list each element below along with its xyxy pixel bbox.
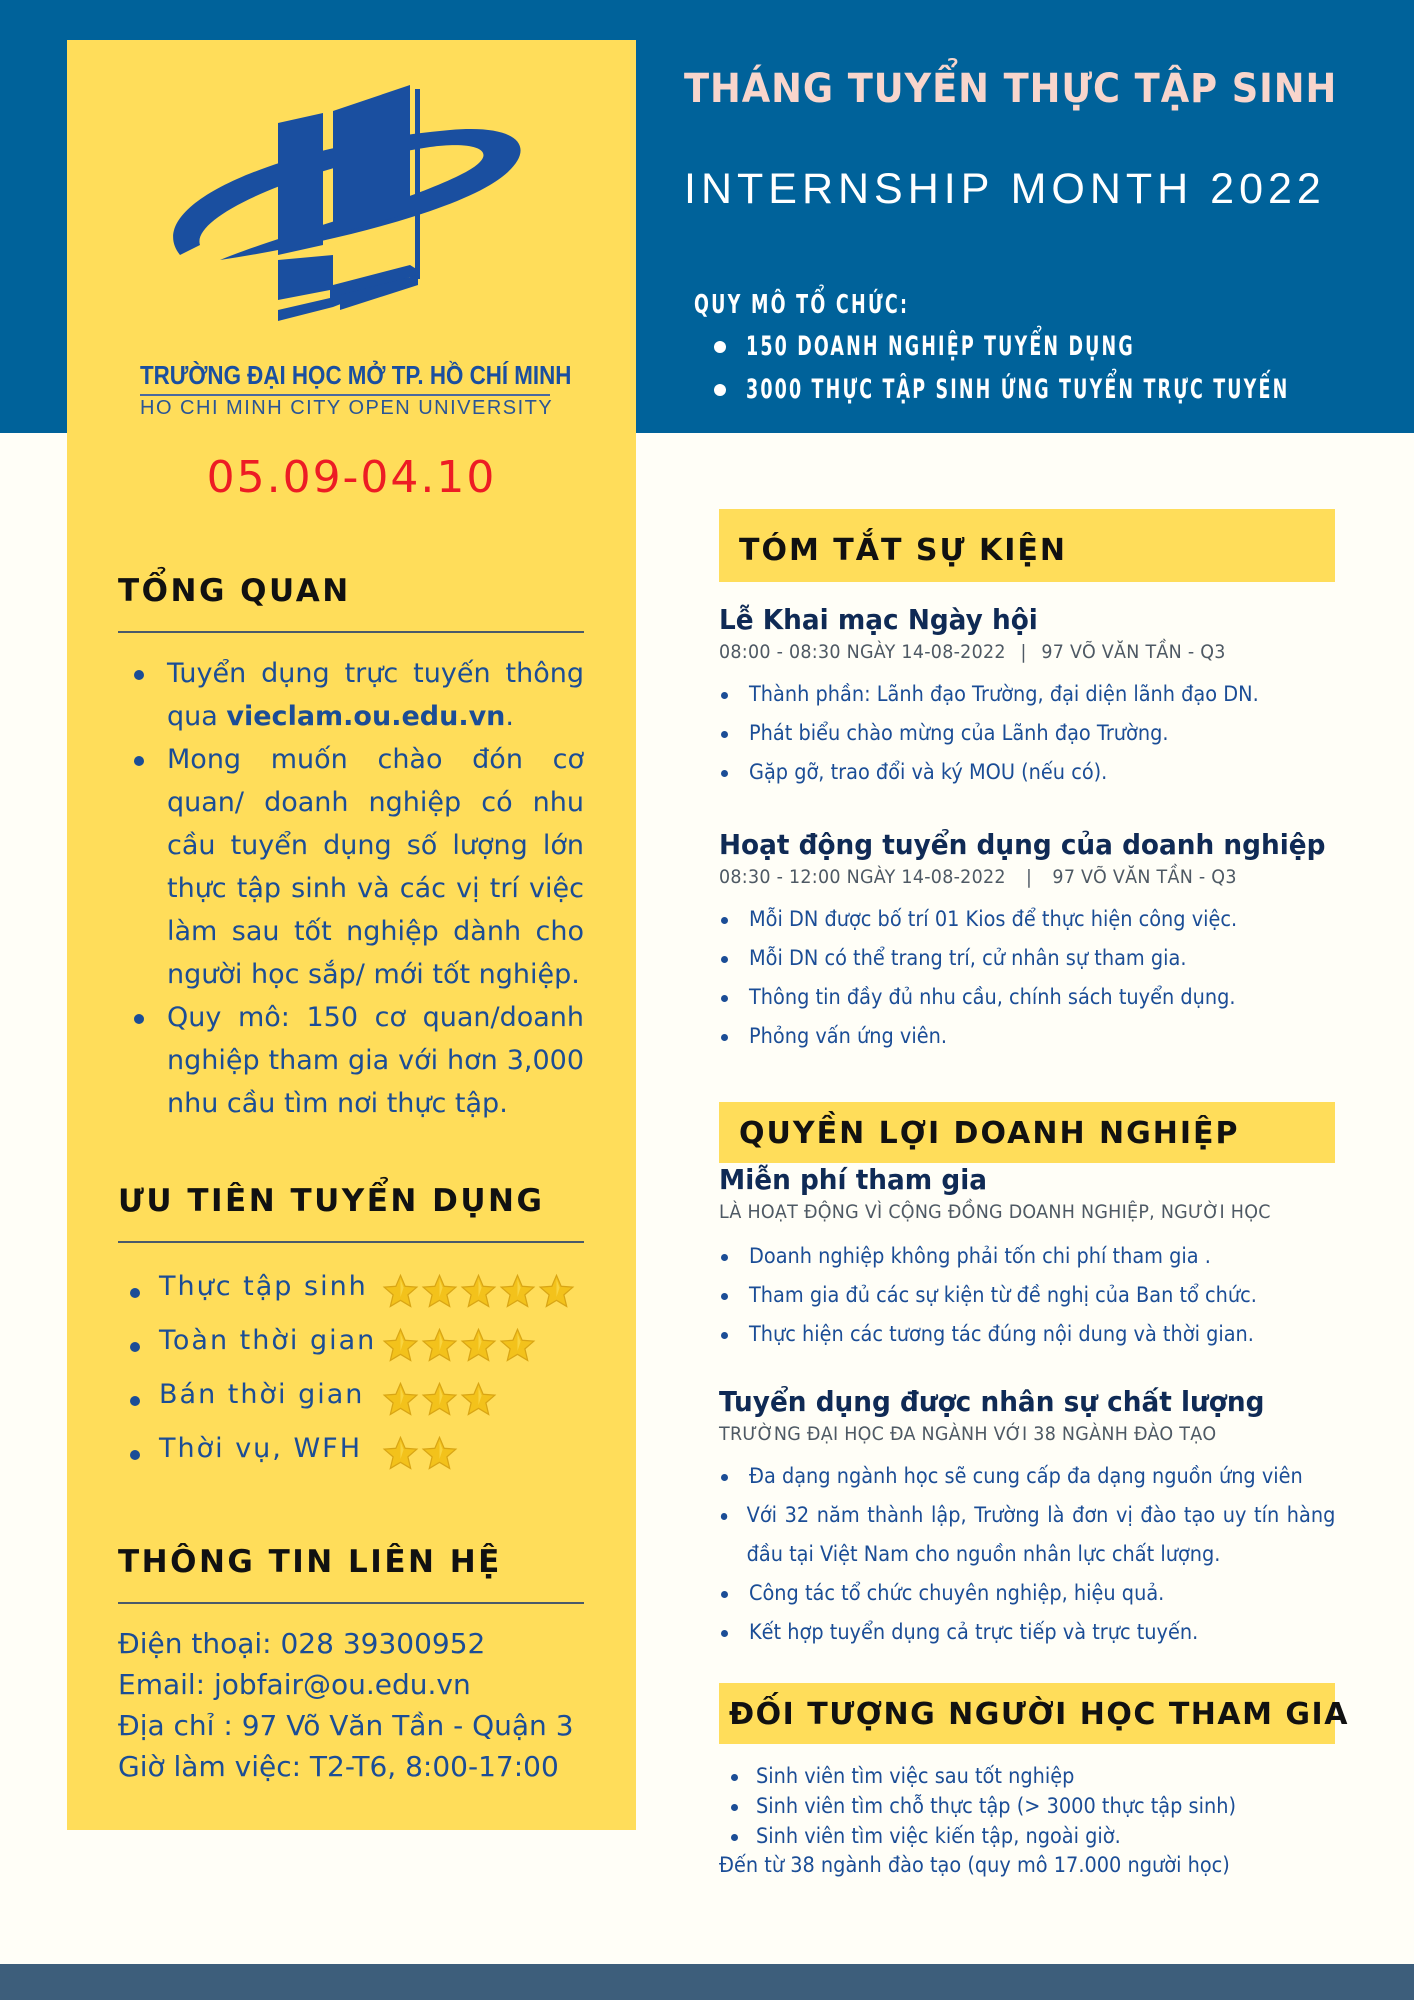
list-item: Thành phần: Lãnh đạo Trường, đại diện lãnh đạo DN.	[719, 675, 1339, 714]
star-icon	[421, 1327, 458, 1364]
list-item: Đa dạng ngành học sẽ cung cấp đa dạng nguồn ứng viên	[719, 1457, 1339, 1496]
list-item: Quy mô: 150 cơ quan/doanh nghiệp tham gia với hơn 3,000 nhu cầu tìm nơi thực tập.	[118, 996, 584, 1125]
star-icon	[382, 1381, 419, 1418]
priority-item: Thực tập sinh	[118, 1265, 588, 1319]
participants-heading: ĐỐI TƯỢNG NGƯỜI HỌC THAM GIA	[729, 1697, 1349, 1732]
contact-heading: THÔNG TIN LIÊN HỆ	[118, 1544, 502, 1580]
participants-heading-bar	[719, 1683, 1349, 1744]
list-item: Mong muốn chào đón cơ quan/ doanh nghiệp có nhu cầu tuyển dụng số lượng lớn thực tập sinh và các vị trí việc làm sau tốt nghiệp dành cho người học sắp/ mới tốt nghiệp.	[118, 738, 584, 996]
star-icon	[421, 1435, 458, 1472]
star-icon	[382, 1273, 419, 1310]
list-item: Thông tin đầy đủ nhu cầu, chính sách tuyển dụng.	[719, 978, 1339, 1017]
star-icon	[460, 1273, 497, 1310]
list-item: Sinh viên tìm chỗ thực tập (> 3000 thực tập sinh)	[719, 1791, 1339, 1821]
bullet-icon	[130, 1288, 140, 1298]
scale-item: 3000 THỰC TẬP SINH ỨNG TUYỂN TRỰC TUYẾN	[694, 368, 1394, 411]
divider	[140, 394, 550, 396]
list-item: Mỗi DN có thể trang trí, cử nhân sự tham gia.	[719, 939, 1339, 978]
star-icon	[499, 1327, 536, 1364]
divider	[118, 1602, 584, 1604]
bullet-icon	[130, 1342, 140, 1352]
star-icon	[421, 1381, 458, 1418]
event-time: 08:00 - 08:30 NGÀY 14-08-2022	[719, 641, 1006, 663]
list-item: Phát biểu chào mừng của Lãnh đạo Trường.	[719, 714, 1339, 753]
university-name-en: HO CHI MINH CITY OPEN UNIVERSITY	[140, 397, 554, 419]
summary-heading-bar	[719, 509, 1335, 582]
event-location: 97 VÕ VĂN TẦN - Q3	[1052, 866, 1237, 888]
participants-note: Đến từ 38 ngành đào tạo (quy mô 17.000 người học)	[719, 1853, 1230, 1877]
participant-bullets	[719, 1761, 1339, 1851]
bullet-icon	[130, 1396, 140, 1406]
website-link[interactable]: vieclam.ou.edu.vn	[226, 701, 506, 732]
priority-item: Toàn thời gian	[118, 1319, 588, 1373]
list-item: Kết hợp tuyển dụng cả trực tiếp và trực tuyến.	[719, 1613, 1339, 1652]
benefit-title: Miễn phí tham gia	[719, 1163, 988, 1196]
bullet-icon	[130, 1450, 140, 1460]
benefits-heading-bar	[719, 1102, 1335, 1163]
summary-heading: TÓM TẮT SỰ KIỆN	[739, 533, 1067, 568]
event-time: 08:30 - 12:00 NGÀY 14-08-2022	[719, 866, 1006, 888]
priority-item: Thời vụ, WFH	[118, 1427, 588, 1481]
organization-scale	[694, 285, 1394, 411]
contact-info	[118, 1623, 588, 1787]
divider	[118, 631, 584, 633]
benefit-bullets	[719, 1237, 1339, 1354]
benefits-heading: QUYỀN LỢI DOANH NGHIỆP	[739, 1116, 1240, 1151]
list-item: Mỗi DN được bố trí 01 Kios để thực hiện công việc.	[719, 900, 1339, 939]
event-location: 97 VÕ VĂN TẦN - Q3	[1041, 641, 1226, 663]
title-vietnamese: THÁNG TUYỂN THỰC TẬP SINH	[684, 66, 1338, 112]
event-date-range: 05.09-04.10	[206, 452, 497, 503]
university-name-vi: TRƯỜNG ĐẠI HỌC MỞ TP. HỒ CHÍ MINH	[140, 360, 572, 390]
list-item: Doanh nghiệp không phải tốn chi phí tham gia .	[719, 1237, 1339, 1276]
list-item: Tuyển dụng trực tuyến thông qua vieclam.ou.edu.vn.	[118, 652, 584, 738]
star-rating	[382, 1381, 497, 1418]
star-rating	[382, 1435, 458, 1472]
star-rating	[382, 1273, 575, 1310]
contact-address: Địa chỉ : 97 Võ Văn Tần - Quận 3	[118, 1709, 574, 1742]
priority-heading: ƯU TIÊN TUYỂN DỤNG	[118, 1183, 545, 1219]
star-icon	[499, 1273, 536, 1310]
priority-list	[118, 1265, 588, 1481]
list-item: Với 32 năm thành lập, Trường là đơn vị đào tạo uy tín hàng đầu tại Việt Nam cho nguồn nhân lực chất lượng.	[719, 1496, 1335, 1574]
contact-email[interactable]: Email: jobfair@ou.edu.vn	[118, 1668, 471, 1701]
event-title: Hoạt động tuyển dụng của doanh nghiệp	[719, 828, 1326, 861]
footer-band	[0, 1964, 1414, 2000]
list-item: Công tác tổ chức chuyên nghiệp, hiệu quả.	[719, 1574, 1339, 1613]
event-title: Lễ Khai mạc Ngày hội	[719, 603, 1038, 636]
list-item: Tham gia đủ các sự kiện từ đề nghị của Ban tổ chức.	[719, 1276, 1339, 1315]
event-bullets	[719, 900, 1339, 1056]
benefit-title: Tuyển dụng được nhân sự chất lượng	[719, 1385, 1265, 1418]
list-item: Thực hiện các tương tác đúng nội dung và thời gian.	[719, 1315, 1339, 1354]
event-meta: 08:00 - 08:30 NGÀY 14-08-2022 | 97 VÕ VĂN TẦN - Q3	[719, 641, 1226, 663]
benefit-subtitle: TRƯỜNG ĐẠI HỌC ĐA NGÀNH VỚI 38 NGÀNH ĐÀO TẠO	[719, 1423, 1217, 1445]
overview-list	[118, 652, 584, 1125]
contact-hours: Giờ làm việc: T2-T6, 8:00-17:00	[118, 1750, 559, 1783]
contact-phone: Điện thoại: 028 39300952	[118, 1627, 486, 1660]
star-icon	[538, 1273, 575, 1310]
list-item: Gặp gỡ, trao đổi và ký MOU (nếu có).	[719, 753, 1339, 792]
bullet-icon	[714, 384, 726, 396]
list-item: Phỏng vấn ứng viên.	[719, 1017, 1339, 1056]
benefit-bullets	[719, 1457, 1339, 1652]
priority-item: Bán thời gian	[118, 1373, 588, 1427]
star-icon	[421, 1273, 458, 1310]
event-meta: 08:30 - 12:00 NGÀY 14-08-2022 | 97 VÕ VĂN TẦN - Q3	[719, 866, 1237, 888]
scale-item: 150 DOANH NGHIỆP TUYỂN DỤNG	[694, 325, 1394, 368]
star-rating	[382, 1327, 536, 1364]
benefit-subtitle: LÀ HOẠT ĐỘNG VÌ CỘNG ĐỒNG DOANH NGHIỆP, NGƯỜI HỌC	[719, 1201, 1271, 1223]
list-item: Sinh viên tìm việc kiến tập, ngoài giờ.	[719, 1821, 1339, 1851]
overview-heading: TỔNG QUAN	[118, 573, 351, 609]
list-item: Sinh viên tìm việc sau tốt nghiệp	[719, 1761, 1339, 1791]
star-icon	[460, 1327, 497, 1364]
scale-label: QUY MÔ TỔ CHỨC:	[694, 290, 910, 320]
university-logo-icon	[160, 85, 540, 325]
event-bullets	[719, 675, 1339, 792]
bullet-icon	[714, 341, 726, 353]
star-icon	[460, 1381, 497, 1418]
title-english: INTERNSHIP MONTH 2022	[684, 165, 1326, 213]
star-icon	[382, 1327, 419, 1364]
divider	[118, 1241, 584, 1243]
star-icon	[382, 1435, 419, 1472]
